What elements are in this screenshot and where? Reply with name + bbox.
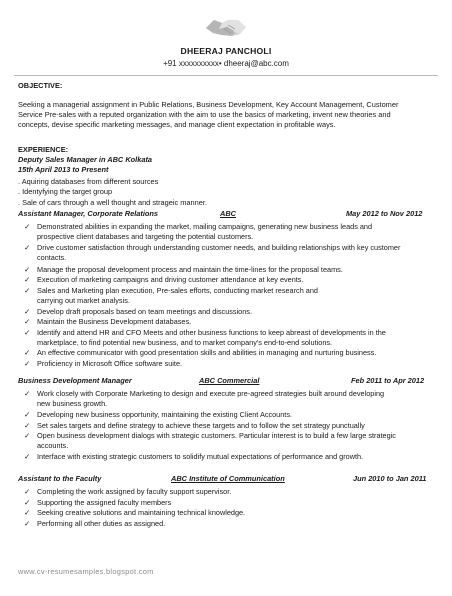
bullet-item: Drive customer satisfaction through understanding customer needs, and building relationships with key customer contacts. (37, 243, 401, 262)
check-icon: ✓ (24, 328, 31, 337)
job3-company: ABC Commercial (199, 376, 260, 385)
check-icon: ✓ (24, 421, 31, 430)
check-icon: ✓ (24, 431, 31, 440)
check-icon: ✓ (24, 359, 31, 368)
check-icon: ✓ (24, 498, 31, 507)
check-icon: ✓ (24, 452, 31, 461)
job1-title: Deputy Sales Manager in ABC Kolkata (18, 155, 153, 164)
job3-date: Feb 2011 to Apr 2012 (351, 376, 425, 385)
bullet-item: Set sales targets and define strategy to achieve these targets and to follow the set strategy punctually (37, 421, 365, 430)
bullet-item: Performing all other duties as assigned. (37, 519, 166, 528)
check-icon: ✓ (24, 410, 31, 419)
bullet-item: Develop draft proposals based on team meetings and discussions. (37, 307, 252, 316)
objective-text: Seeking a managerial assignment in Public Relations, Business Development, Key Account Management, Customer Service Pre-sales with a reputed organization with the aim to use the basics of marketing, invent new theories and concepts, devise specific marketing messages, and manage client expectation in profitable ways. (18, 100, 399, 129)
bullet-item: Developing new business opportunity, maintaining the existing Client Accounts. (37, 410, 292, 419)
bullet-item: Open business development dialogs with strategic customers. Particular interest is to build a few large strategic accounts. (37, 431, 396, 450)
check-icon: ✓ (24, 348, 31, 357)
bullet-item: Sales and Marketing plan execution, Pre-sales efforts, conducting market research and carrying out market analysis. (37, 286, 318, 305)
check-icon: ✓ (24, 222, 31, 231)
check-icon: ✓ (24, 265, 31, 274)
check-icon: ✓ (24, 389, 31, 398)
watermark-text: www.cv-resumesamples.blogspot.com (18, 567, 154, 576)
bullet-item: Supporting the assigned faculty members (37, 498, 172, 507)
bullet-item: Maintain the Business Development databases. (37, 317, 192, 326)
bullet-item: Proficiency in Microsoft Office software suite. (37, 359, 183, 368)
bullet-item: Completing the work assigned by faculty support supervisor. (37, 487, 232, 496)
job2-date: May 2012 to Nov 2012 (346, 209, 423, 218)
job4-title: Assistant to the Faculty (18, 474, 102, 483)
header-divider (14, 75, 438, 76)
handshake-icon (204, 12, 248, 42)
job4-date: Jun 2010 to Jan 2011 (353, 474, 427, 483)
job1-item: . Aquiring databases from different sources (18, 177, 159, 186)
objective-heading: OBJECTIVE: (18, 81, 63, 90)
check-icon: ✓ (24, 275, 31, 284)
bullet-item: Interface with existing strategic customers to solidify mutual expectations of performance and growth. (37, 452, 364, 461)
bullet-item: Work closely with Corporate Marketing to design and execute pre-agreed strategies built around developing new business growth. (37, 389, 385, 408)
job2-title: Assistant Manager, Corporate Relations (18, 209, 159, 218)
bullet-item: Execution of marketing campaigns and driving customer attendance at key events. (37, 275, 304, 284)
job1-date: 15th April 2013 to Present (18, 165, 109, 174)
check-icon: ✓ (24, 317, 31, 326)
bullet-item: Identify and attend HR and CFO Meets and other business functions to keep abreast of developments in the marketplace, to find potential new business, and to market company's end-to-end solutions. (37, 328, 386, 347)
experience-heading: EXPERIENCE: (18, 145, 69, 154)
check-icon: ✓ (24, 286, 31, 295)
check-icon: ✓ (24, 508, 31, 517)
job1-item: . Sale of cars through a well thought and strageic manner. (18, 198, 207, 207)
contact-line: +91 xxxxxxxxxx• dheeraj@abc.com (163, 59, 289, 68)
bullet-item: Manage the proposal development process and maintain the time-lines for the proposal teams. (37, 265, 343, 274)
bullet-item: Demonstrated abilities in expanding the market, mailing campaigns, generating new business leads and prospective client databases and targeting the potential customers. (37, 222, 373, 241)
job2-company: ABC (220, 209, 237, 218)
job3-title: Business Development Manager (18, 376, 132, 385)
check-icon: ✓ (24, 307, 31, 316)
bullet-item: An effective communicator with good presentation skills and abilities in managing and nurturing business. (37, 348, 377, 357)
check-icon: ✓ (24, 243, 31, 252)
check-icon: ✓ (24, 487, 31, 496)
job4-company: ABC Institute of Communication (171, 474, 285, 483)
check-icon: ✓ (24, 519, 31, 528)
bullet-item: Seeking creative solutions and maintaining technical knowledge. (37, 508, 246, 517)
job1-item: . Identyfying the target group (18, 187, 113, 196)
candidate-name: DHEERAJ PANCHOLI (180, 46, 272, 56)
